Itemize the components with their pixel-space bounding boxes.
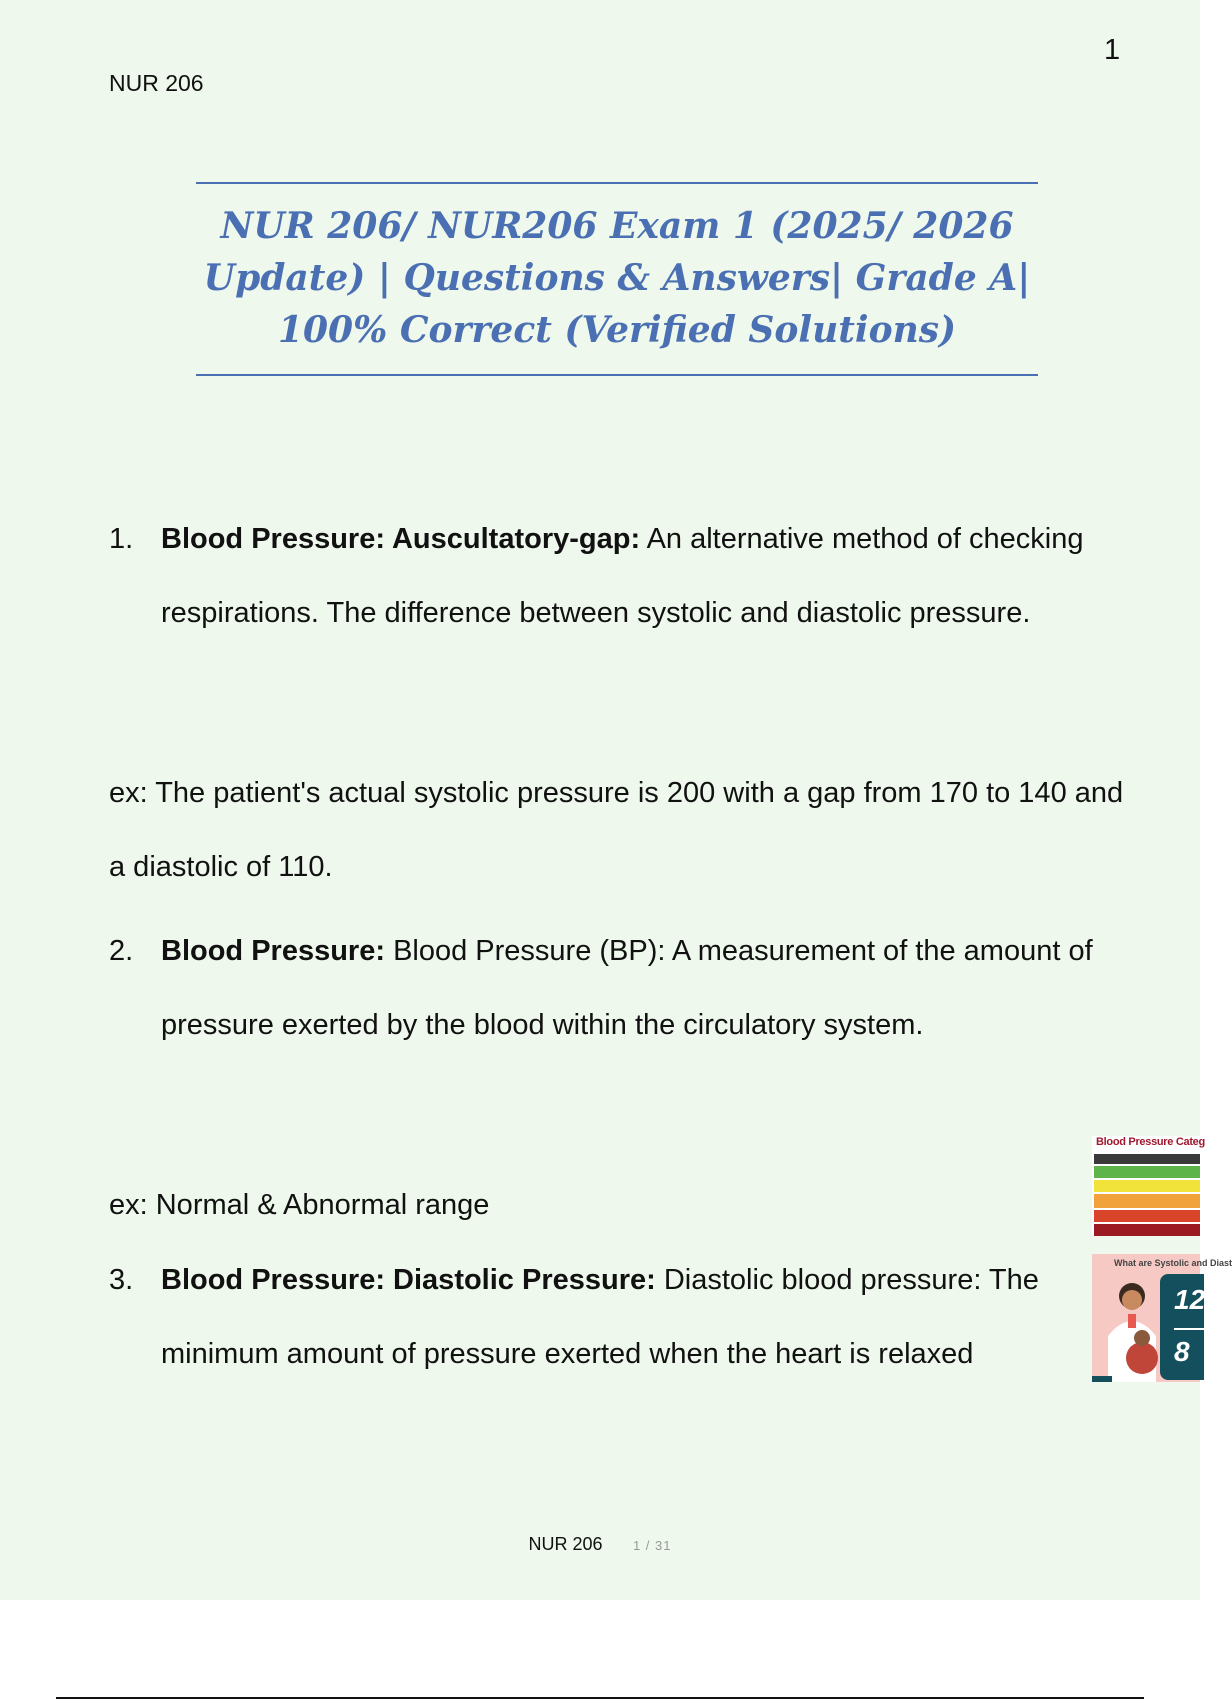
footer-page-count: 1 / 31 (632, 1538, 672, 1553)
item-definition: Diastolic blood pressure: The minimum amount of pressure exerted when the heart is relaxed (161, 1264, 1039, 1370)
systolic-reading: 12 (1174, 1284, 1206, 1315)
bp-band-stage2 (1094, 1210, 1200, 1222)
systolic-diastolic-thumbnail[interactable] (1092, 1254, 1232, 1382)
item-term: Blood Pressure: Diastolic Pressure: (161, 1264, 656, 1296)
title-line-3: 100% Correct (Verified Solutions) (277, 309, 957, 351)
item-term: Blood Pressure: (161, 935, 385, 967)
systolic-thumbnail-title: What are Systolic and Diast (1114, 1258, 1232, 1268)
reading-divider (1174, 1328, 1204, 1330)
bp-chart-header-band (1094, 1154, 1200, 1164)
page-number: 1 (1104, 34, 1121, 66)
thumbnail-tag (1092, 1376, 1112, 1382)
item-number: 1. (109, 523, 134, 555)
bp-categories-thumbnail[interactable] (1092, 1136, 1205, 1236)
page-footer (0, 1534, 1200, 1555)
title-line-2: Update) | Questions & Answers| Grade A| (203, 257, 1031, 299)
item-definition: An alternative method of checking respirations. The difference between systolic and diastolic pressure. (161, 523, 1084, 629)
bottom-rule (56, 1697, 1144, 1699)
question-item (109, 1243, 1099, 1391)
bp-band-elevated (1094, 1180, 1200, 1192)
bp-reading-box (1160, 1274, 1204, 1380)
question-item (109, 914, 1099, 1062)
item-number: 2. (109, 935, 134, 967)
title-rule-top (196, 182, 1038, 184)
question-item (109, 502, 1099, 650)
bp-band-crisis (1094, 1224, 1200, 1236)
item-definition: Blood Pressure (BP): A measurement of the amount of pressure exerted by the blood within the circulatory system. (161, 935, 1093, 1041)
document-title (196, 200, 1038, 356)
example-text: ex: Normal & Abnormal range (109, 1189, 490, 1221)
bp-chart-title: Blood Pressure Categ (1096, 1136, 1205, 1148)
bp-band-stage1 (1094, 1194, 1200, 1208)
title-rule-bottom (196, 374, 1038, 376)
bp-band-normal (1094, 1166, 1200, 1178)
item-term: Blood Pressure: Auscultatory-gap: (161, 523, 641, 555)
footer-course-label: NUR 206 (528, 1534, 603, 1554)
diastolic-reading: 8 (1174, 1336, 1190, 1367)
item-number: 3. (109, 1264, 134, 1296)
title-line-1: NUR 206/ NUR206 Exam 1 (2025/ 2026 (220, 205, 1014, 247)
example-text: ex: The patient's actual systolic pressure is 200 with a gap from 170 to 140 and a diastolic of 110. (109, 777, 1124, 883)
header-course-label: NUR 206 (109, 70, 204, 96)
